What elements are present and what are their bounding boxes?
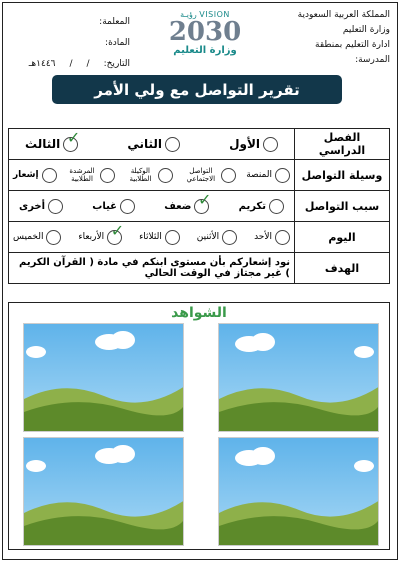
option-social[interactable]: التواصل الاجتماعي	[184, 167, 236, 183]
method-label: وسيلة التواصل	[295, 160, 390, 191]
school-label: المدرسة:	[355, 55, 390, 65]
radio-circle[interactable]	[165, 137, 180, 152]
semester-label: الفصل الدراسي	[295, 129, 390, 160]
landscape-image-icon	[219, 438, 379, 546]
subject-label: المادة:	[105, 38, 130, 48]
landscape-image-icon	[219, 324, 379, 432]
reason-label: سبب التواصل	[295, 191, 390, 222]
evidence-image-placeholder[interactable]	[218, 437, 379, 546]
radio-circle[interactable]	[222, 230, 237, 245]
logo-sub: وزارة التعليم	[173, 45, 237, 56]
check-icon: ✓	[198, 189, 212, 209]
option-student-agent[interactable]: الوكيلة الطلابية	[125, 167, 173, 183]
vision-2030-logo	[150, 10, 260, 70]
option-platform[interactable]: المنصة	[246, 168, 290, 183]
evidence-image-placeholder[interactable]	[23, 437, 184, 546]
option-monday[interactable]: الأثنين	[197, 230, 237, 245]
option-notice[interactable]: إشعار	[13, 168, 57, 183]
option-other[interactable]: أخرى	[19, 199, 63, 214]
radio-circle[interactable]	[120, 199, 135, 214]
semester-row	[9, 129, 390, 160]
radio-circle[interactable]	[263, 137, 278, 152]
radio-circle[interactable]	[275, 230, 290, 245]
option-thursday[interactable]: الخميس	[13, 230, 61, 245]
logo-brand: رؤيـة VISION	[180, 10, 230, 19]
date-sep: /	[86, 59, 90, 69]
option-wednesday[interactable]: ✓ الأربعاء	[78, 230, 122, 245]
goal-row	[9, 253, 390, 284]
day-label: اليوم	[295, 222, 390, 253]
radio-circle[interactable]	[165, 230, 180, 245]
header-left	[10, 12, 130, 75]
report-title: تقرير التواصل مع ولي الأمر	[52, 75, 342, 104]
option-first[interactable]: الأول	[229, 137, 278, 152]
evidence-box	[8, 302, 390, 550]
date-sep: /	[69, 59, 73, 69]
option-absence[interactable]: غياب	[92, 199, 135, 214]
evidence-title: الشواهد	[171, 305, 227, 321]
goal-label: الهدف	[295, 253, 390, 284]
landscape-image-icon	[24, 438, 184, 546]
date-label: التاريخ:	[103, 59, 130, 69]
reason-row	[9, 191, 390, 222]
option-third[interactable]: ✓ الثالث	[25, 127, 81, 151]
report-form	[8, 128, 390, 284]
radio-circle[interactable]	[46, 230, 61, 245]
day-row	[9, 222, 390, 253]
admin-name: ادارة التعليم بمنطقة	[315, 40, 390, 50]
option-student-counselor[interactable]: المرشدة الطلابية	[67, 167, 115, 183]
logo-number: 2030	[168, 17, 242, 47]
date-year: ١٤٤٦هـ	[28, 59, 56, 69]
teacher-label: المعلمة:	[99, 17, 130, 27]
radio-circle[interactable]	[221, 168, 236, 183]
kingdom-name: المملكة العربية السعودية	[297, 10, 390, 20]
method-row	[9, 160, 390, 191]
evidence-image-placeholder[interactable]	[23, 323, 184, 432]
landscape-image-icon	[24, 324, 184, 432]
check-icon: ✓	[66, 127, 81, 147]
evidence-image-placeholder[interactable]	[218, 323, 379, 432]
ministry-name: وزارة التعليم	[342, 25, 390, 35]
radio-circle[interactable]	[269, 199, 284, 214]
option-weakness[interactable]: ✓ ضعف	[164, 189, 212, 212]
radio-circle[interactable]	[100, 168, 115, 183]
header-right	[270, 8, 390, 68]
check-icon: ✓	[110, 220, 125, 240]
radio-circle[interactable]	[42, 168, 57, 183]
goal-text: نود إشعاركم بأن مستوى ابنكم في مادة ( القرآن الكريم ) غير مجتاز في الوقت الحالي	[9, 253, 295, 284]
option-sunday[interactable]: الأحد	[254, 230, 290, 245]
option-tuesday[interactable]: الثلاثاء	[139, 230, 180, 245]
option-second[interactable]: الثاني	[127, 137, 180, 152]
radio-circle[interactable]	[275, 168, 290, 183]
radio-circle[interactable]	[48, 199, 63, 214]
option-honor[interactable]: تكريم	[239, 199, 284, 214]
radio-circle[interactable]	[158, 168, 173, 183]
